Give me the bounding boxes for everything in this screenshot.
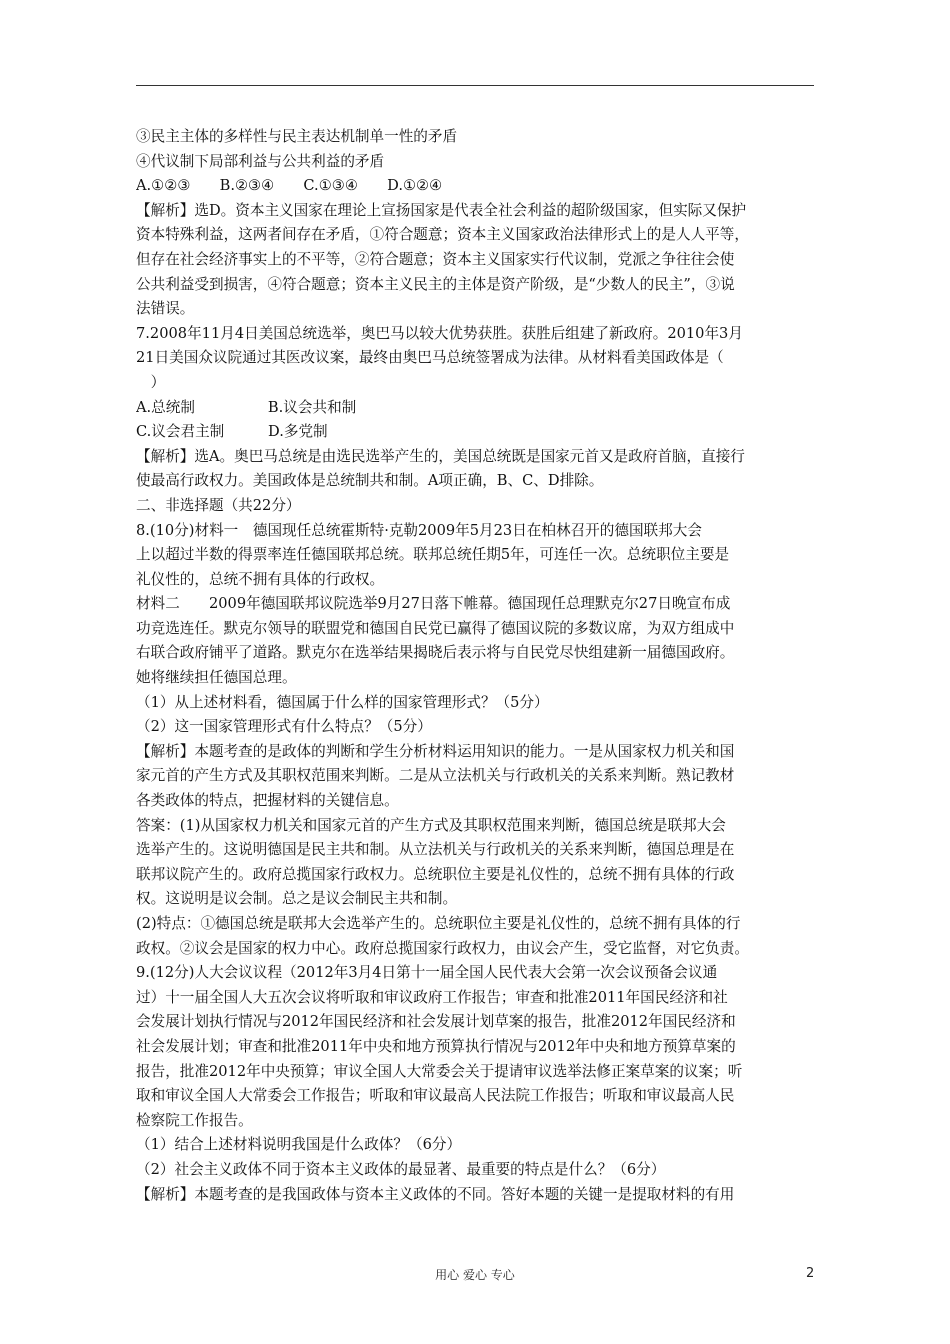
text-line: 报告，批准2012年中央预算；审议全国人大常委会关于提请审议选举法修正案草案的议案；听 <box>136 1062 743 1080</box>
text-line: 她将继续担任德国总理。 <box>136 669 297 687</box>
options-line: A.总统制 B.议会共和制 <box>136 398 357 416</box>
text-line: 上以超过半数的得票率连任德国联邦总统。联邦总统任期5年，可连任一次。总统职位主要是 <box>136 546 730 564</box>
material-two: 材料二 2009年德国联邦议院选举9月27日落下帷幕。德国现任总理默克尔27日晚宣布成 <box>136 595 731 613</box>
text-line: 各类政体的特点，把握材料的关键信息。 <box>136 792 399 810</box>
text-line: 法错误。 <box>136 300 195 318</box>
analysis-line: 【解析】本题考查的是我国政体与资本主义政体的不同。答好本题的关键一是提取材料的有用 <box>136 1185 735 1203</box>
header-rule <box>136 85 814 86</box>
question-8: 8.(10分)材料一 德国现任总统霍斯特·克勒2009年5月23日在柏林召开的德国联邦大会 <box>136 521 702 539</box>
analysis-line: 【解析】选A。奥巴马总统是由选民选举产生的，美国总统既是国家元首又是政府首脑，直接行 <box>136 447 745 465</box>
text-line: 过）十一届全国人大五次会议将听取和审议政府工作报告；审查和批准2011年国民经济和社 <box>136 988 728 1006</box>
text-line: 资本特殊利益，这两者间存在矛盾，①符合题意；资本主义国家政治法律形式上的是人人平等， <box>136 226 749 244</box>
sub-question: （1）从上述材料看，德国属于什么样的国家管理形式？（5分） <box>136 693 549 711</box>
footer-slogan: 用心 爱心 专心 <box>435 1268 515 1282</box>
page-body <box>136 125 816 1207</box>
options-line: A.①②③ B.②③④ C.①③④ D.①②④ <box>136 177 443 195</box>
text-line: 取和审议全国人大常委会工作报告；听取和审议最高人民法院工作报告；听取和审议最高人民 <box>136 1087 735 1105</box>
text-line: (2)特点：①德国总统是联邦大会选举产生的。总统职位主要是礼仪性的，总统不拥有具体的行 <box>136 915 741 932</box>
options-line: C.议会君主制 D.多党制 <box>136 423 328 441</box>
question-9: 9.(12分)人大会议议程（2012年3月4日第十一届全国人民代表大会第一次会议预备会议通 <box>136 964 718 982</box>
text-line: 检察院工作报告。 <box>136 1111 253 1129</box>
section-heading: 二、非选择题（共22分） <box>136 496 301 514</box>
sub-question: （2）社会主义政体不同于资本主义政体的最显著、最重要的特点是什么？（6分） <box>136 1160 666 1178</box>
text-line: 功竞选连任。默克尔领导的联盟党和德国自民党已赢得了德国议院的多数议席，为双方组成中 <box>136 619 735 637</box>
answer-line: 答案：(1)从国家权力机关和国家元首的产生方式及其职权范围来判断，德国总统是联邦大会 <box>136 816 726 834</box>
text-line: 但存在社会经济事实上的不平等，②符合题意；资本主义国家实行代议制，党派之争往往会使 <box>136 250 735 268</box>
text-line: ③民主主体的多样性与民主表达机制单一性的矛盾 <box>136 128 458 145</box>
text-line: ） <box>136 373 166 391</box>
page-number: 2 <box>806 1266 815 1281</box>
text-line: 联邦议院产生的。政府总揽国家行政权力。总统职位主要是礼仪性的，总统不拥有具体的行政 <box>136 865 735 883</box>
text-line: 社会发展计划；审查和批准2011年中央和地方预算执行情况与2012年中央和地方预算草案的 <box>136 1037 736 1055</box>
text-line: 会发展计划执行情况与2012年国民经济和社会发展计划草案的报告，批准2012年国民经济和 <box>136 1013 736 1031</box>
text-line: 右联合政府铺平了道路。默克尔在选举结果揭晓后表示将与自民党尽快组建新一届德国政府。 <box>136 644 735 662</box>
analysis-line: 【解析】选D。资本主义国家在理论上宣扬国家是代表全社会利益的超阶级国家，但实际又保护 <box>136 201 747 219</box>
text-line: 礼仪性的，总统不拥有具体的行政权。 <box>136 570 385 588</box>
text-line: ④代议制下局部利益与公共利益的矛盾 <box>136 152 385 170</box>
analysis-line: 【解析】本题考查的是政体的判断和学生分析材料运用知识的能力。一是从国家权力机关和国 <box>136 742 735 760</box>
text-line: 使最高行政权力。美国政体是总统制共和制。A项正确，B、C、D排除。 <box>136 472 604 490</box>
text-line: 政权。②议会是国家的权力中心。政府总揽国家行政权力，由议会产生，受它监督，对它负责。 <box>136 939 749 957</box>
text-line: 21日美国众议院通过其医改议案，最终由奥巴马总统签署成为法律。从材料看美国政体是（ <box>136 349 724 367</box>
text-line: 家元首的产生方式及其职权范围来判断。二是从立法机关与行政机关的关系来判断。熟记教材 <box>136 767 735 785</box>
text-line: 选举产生的。这说明德国是民主共和制。从立法机关与行政机关的关系来判断，德国总理是在 <box>136 841 735 859</box>
sub-question: （2）这一国家管理形式有什么特点？（5分） <box>136 718 432 736</box>
question-7: 7.2008年11月4日美国总统选举，奥巴马以较大优势获胜。获胜后组建了新政府。2010年3月 <box>136 324 743 342</box>
text-line: 公共利益受到损害，④符合题意；资本主义民主的主体是资产阶级，是“少数人的民主”，③说 <box>136 275 735 293</box>
text-line: 权。这说明是议会制。总之是议会制民主共和制。 <box>136 890 458 908</box>
sub-question: （1）结合上述材料说明我国是什么政体？（6分） <box>136 1136 462 1154</box>
